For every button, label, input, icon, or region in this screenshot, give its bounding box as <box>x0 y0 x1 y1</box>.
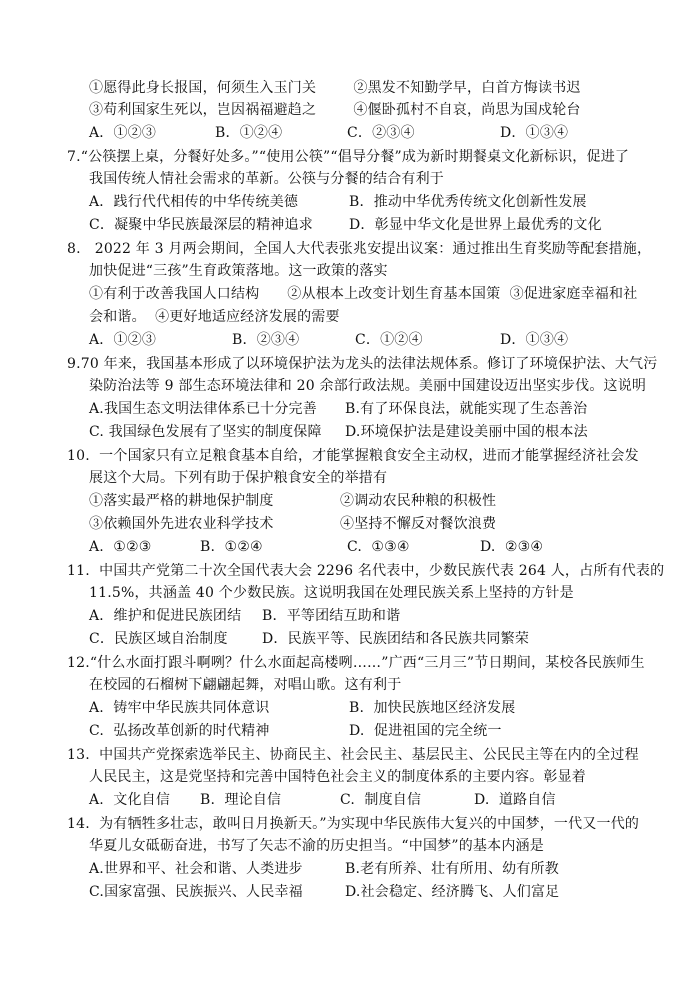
q14-choice-b: B.老有所养、壮有所用、幼有所教 <box>345 861 559 877</box>
q6-choice-b: B．①②④ <box>215 125 283 141</box>
q9-choice-b: B.有了环保良法，就能实现了生态善治 <box>345 401 588 417</box>
q7-stem-line2: 我国传统人情社会需求的革新。公筷与分餐的结合有利于 <box>89 171 444 187</box>
q7-choice-a: A．践行代代相传的中华传统美德 <box>89 194 299 210</box>
q6-choice-d: D．①③④ <box>500 125 569 141</box>
q13-choice-b: B. 理论自信 <box>200 792 282 808</box>
q8-choice-d: D．①③④ <box>500 332 569 348</box>
q10-option-3: ③依赖国外先进农业科学技术 <box>89 516 274 532</box>
q11-choice-c: C．民族区域自治制度 <box>89 631 228 647</box>
q13-choice-a: A. 文化自信 <box>89 792 171 808</box>
q9-choice-d: D.环境保护法是建设美丽中国的根本法 <box>345 424 588 440</box>
q10-stem-line1: 10. 一个国家只有立足粮食基本自给，才能掌握粮食安全主动权，进而才能掌握经济社会发 <box>67 448 639 464</box>
q9-stem-line2: 染防治法等 9 部生态环境法律和 20 余部行政法规。美丽中国建设迈出坚实步伐。这说明 <box>89 378 647 394</box>
q6-choice-c: C．②③④ <box>347 125 415 141</box>
q14-stem-line1: 14. 为有牺牲多壮志，敢叫日月换新天。”为实现中华民族伟大复兴的中国梦，一代又一代的 <box>67 816 640 832</box>
q12-stem-line1: 12.“什么水面打跟斗啊咧？什么水面起高楼咧……”广西“三月三”节日期间，某校各民族师生 <box>67 655 645 671</box>
q12-choice-d: D. 促进祖国的完全统一 <box>349 723 502 739</box>
q10-option-1: ①落实最严格的耕地保护制度 <box>89 493 274 509</box>
q14-choice-c: C.国家富强、民族振兴、人民幸福 <box>89 884 303 900</box>
q10-stem-line2: 展这个大局。下列有助于保护粮食安全的举措有 <box>89 470 388 486</box>
q13-choice-c: C. 制度自信 <box>340 792 422 808</box>
q10-option-4: ④坚持不懈反对餐饮浪费 <box>340 516 497 532</box>
q6-choice-a: A．①②③ <box>89 125 157 141</box>
q8-choice-c: C．①②④ <box>355 332 423 348</box>
q11-choice-b: B．平等团结互助和谐 <box>262 608 401 624</box>
q6-options-34: ③苟利国家生死以，岂因祸福避趋之 ④偃卧孤村不自哀，尚思为国戍轮台 <box>89 102 581 118</box>
q12-choice-b: B. 加快民族地区经济发展 <box>349 700 516 716</box>
q13-stem-line1: 13. 中国共产党探索选举民主、协商民主、社会民主、基层民主、公民民主等在内的全过程 <box>67 747 639 763</box>
q8-choice-a: A．①②③ <box>89 332 157 348</box>
q9-choice-a: A.我国生态文明法律体系已十分完善 <box>89 401 317 417</box>
q11-choice-a: A．维护和促进民族团结 <box>89 608 242 624</box>
q13-stem-line2: 人民民主，这是党坚持和完善中国特色社会主义的制度体系的主要内容。彰显着 <box>89 769 586 785</box>
q7-choice-b: B．推动中华优秀传统文化创新性发展 <box>349 194 587 210</box>
q8-options-line1: ①有利于改善我国人口结构 ②从根本上改变计划生育基本国策 ③促进家庭幸福和社 <box>89 286 638 302</box>
q10-choice-c: C. ①③④ <box>347 539 410 555</box>
q7-choice-c: C．凝聚中华民族最深层的精神追求 <box>89 217 313 233</box>
q7-choice-d: D．彰显中华文化是世界上最优秀的文化 <box>349 217 602 233</box>
q11-choice-d: D．民族平等、民族团结和各民族共同繁荣 <box>262 631 530 647</box>
q9-stem-line1: 9.70 年来，我国基本形成了以环境保护法为龙头的法律法规体系。修订了环境保护法、大气污 <box>67 356 658 372</box>
q11-stem-line1: 11. 中国共产党第二十次全国代表大会 2296 名代表中，少数民族代表 264 人，占所有代表的 <box>67 563 665 579</box>
q8-stem-line2: 加快促进“三孩”生育政策落地。这一政策的落实 <box>89 263 388 279</box>
q14-stem-line2: 华夏儿女砥砺奋进，书写了矢志不渝的历史担当。“中国梦”的基本内涵是 <box>89 838 544 854</box>
q10-choice-b: B. ①②④ <box>200 539 263 555</box>
q11-stem-line2: 11.5%，共涵盖 40 个少数民族。这说明我国在处理民族关系上坚持的方针是 <box>89 585 574 601</box>
q12-choice-a: A. 铸牢中华民族共同体意识 <box>89 700 270 716</box>
q12-choice-c: C. 弘扬改革创新的时代精神 <box>89 723 270 739</box>
q12-stem-line2: 在校园的石榴树下翩翩起舞，对唱山歌。这有利于 <box>89 677 402 693</box>
q9-choice-c: C. 我国绿色发展有了坚实的制度保障 <box>89 424 322 440</box>
q7-stem-line1: 7.“公筷摆上桌，分餐好处多。”“使用公筷”“倡导分餐”成为新时期餐桌文化新标识，促进了 <box>67 149 630 165</box>
q14-choice-a: A.世界和平、社会和谐、人类进步 <box>89 861 303 877</box>
q8-options-line2: 会和谐。 ④更好地适应经济发展的需要 <box>89 309 340 325</box>
q10-choice-a: A. ①②③ <box>89 539 152 555</box>
q10-option-2: ②调动农民种粮的积极性 <box>340 493 497 509</box>
q8-stem-line1: 8. 2022 年 3 月两会期间，全国人大代表张兆安提出议案：通过推出生育奖励等配套措施， <box>67 241 652 257</box>
q10-choice-d: D. ②③④ <box>480 539 544 555</box>
q6-options-12: ①愿得此身长报国，何须生入玉门关 ②黑发不知勤学早，白首方悔读书迟 <box>89 80 581 96</box>
q14-choice-d: D.社会稳定、经济腾飞、人们富足 <box>345 884 560 900</box>
q13-choice-d: D. 道路自信 <box>474 792 556 808</box>
q8-choice-b: B．②③④ <box>232 332 300 348</box>
